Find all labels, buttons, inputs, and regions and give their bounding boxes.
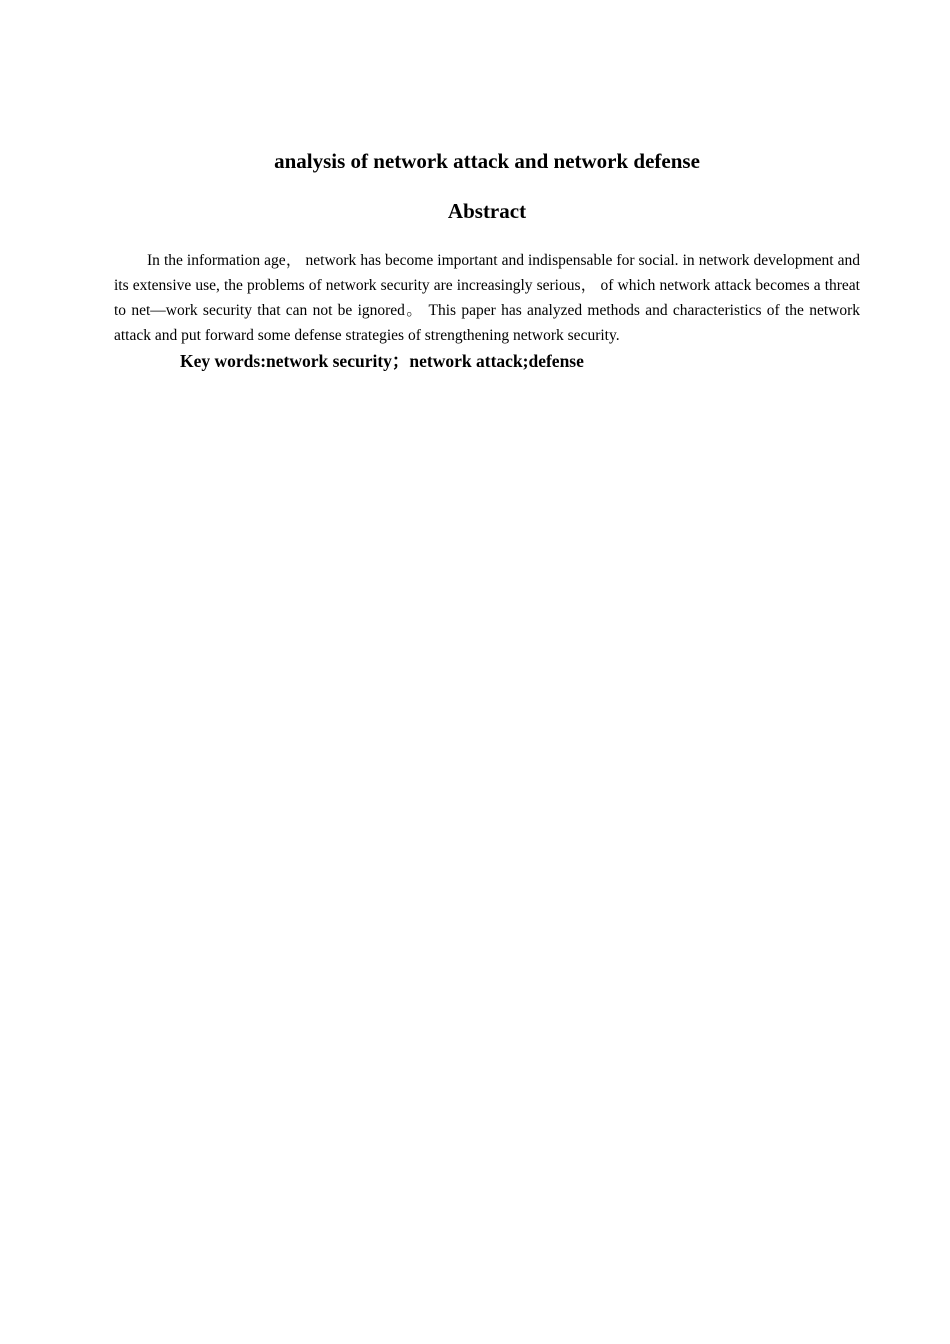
paper-title: analysis of network attack and network defense [274,149,700,173]
page-content [114,146,860,374]
abstract-paragraph: In the information age， network has become important and indispensable for social. in network development and its extensive use, the problems of network security are increasingly serious， of which network attack becomes a threat to net—work security that can not be ignored。 This paper has analyzed methods and characteristics of the network attack and put forward some defense strategies of strengthening network security. [114,252,860,344]
keywords-line: Key words:network security；network attack;defense [180,351,584,371]
abstract-heading: Abstract [447,199,527,223]
